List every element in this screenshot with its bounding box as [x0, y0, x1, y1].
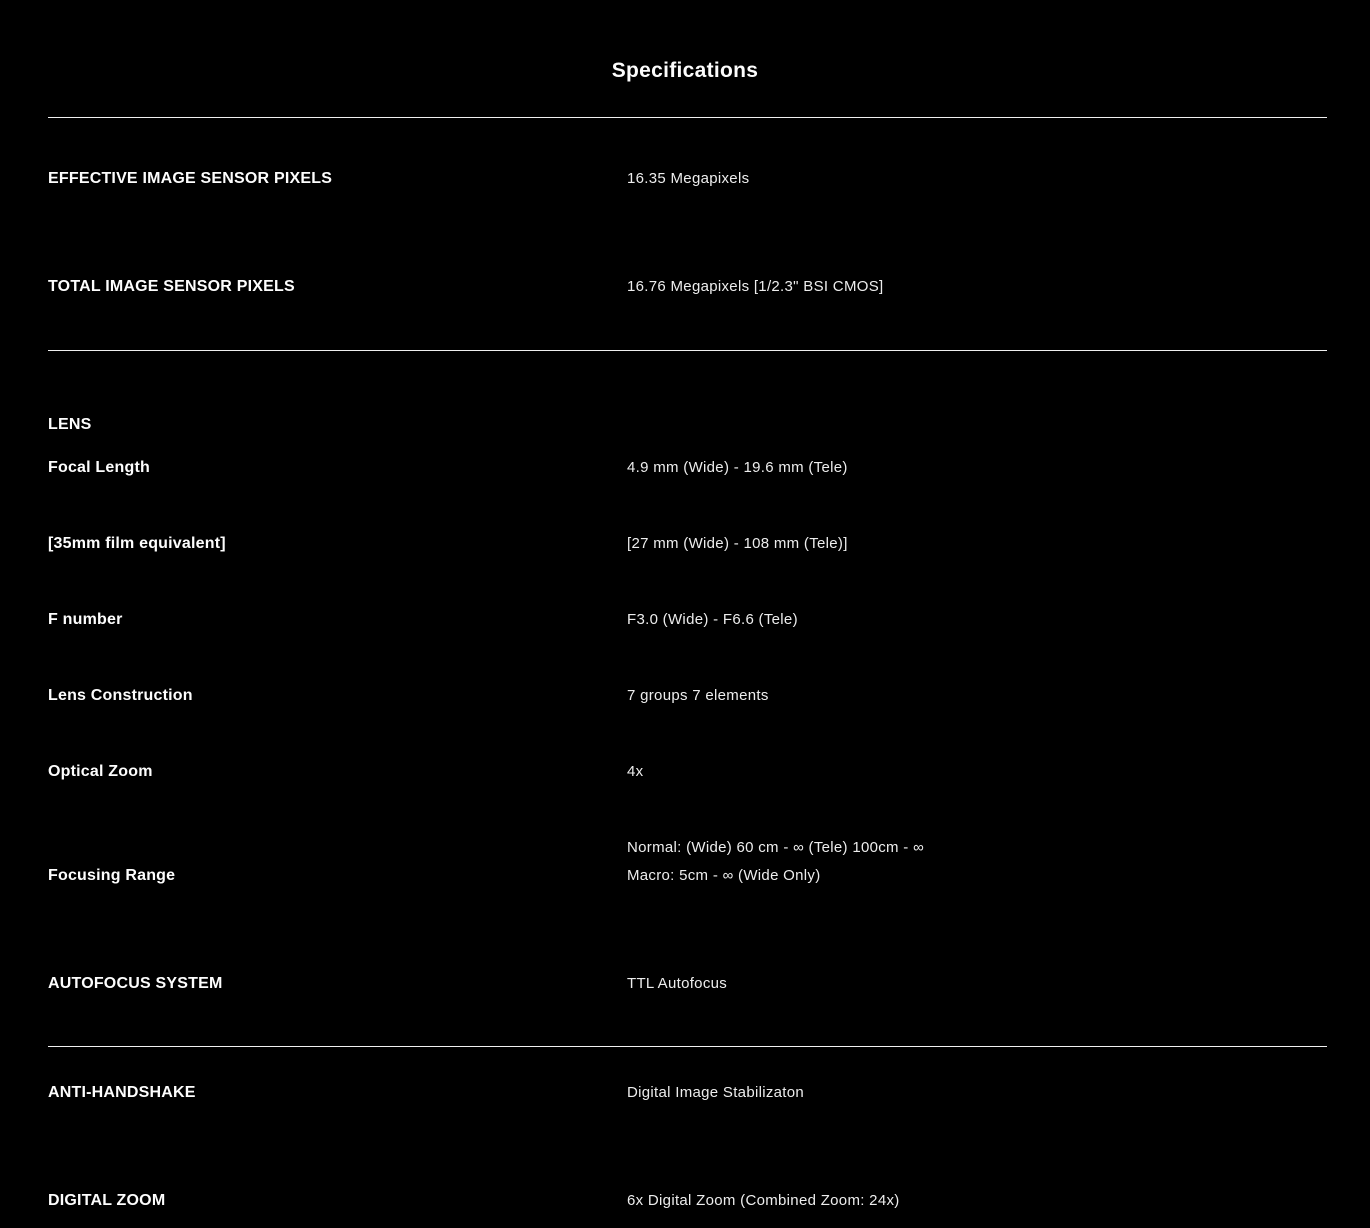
spec-label: Lens Construction: [48, 687, 193, 704]
spec-value: F3.0 (Wide) - F6.6 (Tele): [627, 611, 798, 628]
spec-label: DIGITAL ZOOM: [48, 1192, 166, 1209]
spec-label: AUTOFOCUS SYSTEM: [48, 975, 223, 992]
spec-value: 16.76 Megapixels [1/2.3" BSI CMOS]: [627, 278, 884, 295]
spec-label: TOTAL IMAGE SENSOR PIXELS: [48, 278, 295, 295]
spec-value-line: Normal: (Wide) 60 cm - ∞ (Tele) 100cm - ∞: [627, 839, 925, 856]
spec-label: ANTI-HANDSHAKE: [48, 1084, 196, 1101]
spec-row-total-pixels: [48, 273, 1327, 301]
spec-label: F number: [48, 611, 123, 628]
spec-row-optical-zoom: [48, 758, 1327, 786]
spec-value: 7 groups 7 elements: [627, 687, 769, 704]
spec-section-label: LENS: [48, 416, 92, 433]
spec-value: TTL Autofocus: [627, 975, 728, 992]
section-divider: [48, 350, 1327, 351]
spec-row-digital-zoom: [48, 1187, 1327, 1215]
spec-value: [27 mm (Wide) - 108 mm (Tele)]: [627, 535, 848, 552]
spec-label: Optical Zoom: [48, 763, 153, 780]
page-title: Specifications: [611, 59, 759, 83]
spec-row-focal-length: [48, 454, 1327, 482]
spec-value: Digital Image Stabilizaton: [627, 1084, 805, 1101]
spec-row-anti-handshake: [48, 1079, 1327, 1107]
spec-row-focusing-range: [48, 834, 1327, 890]
spec-label: [35mm film equivalent]: [48, 535, 226, 552]
spec-label: Focal Length: [48, 459, 150, 476]
spec-label: Focusing Range: [48, 867, 176, 884]
spec-row-f-number: [48, 606, 1327, 634]
spec-row-lens-construction: [48, 682, 1327, 710]
section-divider: [48, 117, 1327, 118]
spec-label: EFFECTIVE IMAGE SENSOR PIXELS: [48, 170, 333, 187]
spec-value-line: Macro: 5cm - ∞ (Wide Only): [627, 867, 821, 884]
spec-row-film-equivalent: [48, 530, 1327, 558]
spec-row-effective-pixels: [48, 165, 1327, 193]
spec-value: 4.9 mm (Wide) - 19.6 mm (Tele): [627, 459, 848, 476]
spec-row-autofocus-system: [48, 970, 1327, 998]
spec-value: 4x: [627, 763, 644, 780]
spec-value: 6x Digital Zoom (Combined Zoom: 24x): [627, 1192, 900, 1209]
section-divider: [48, 1046, 1327, 1047]
spec-value: [627, 834, 1327, 890]
spec-section-lens: [48, 411, 1327, 439]
spec-value: 16.35 Megapixels: [627, 170, 750, 187]
